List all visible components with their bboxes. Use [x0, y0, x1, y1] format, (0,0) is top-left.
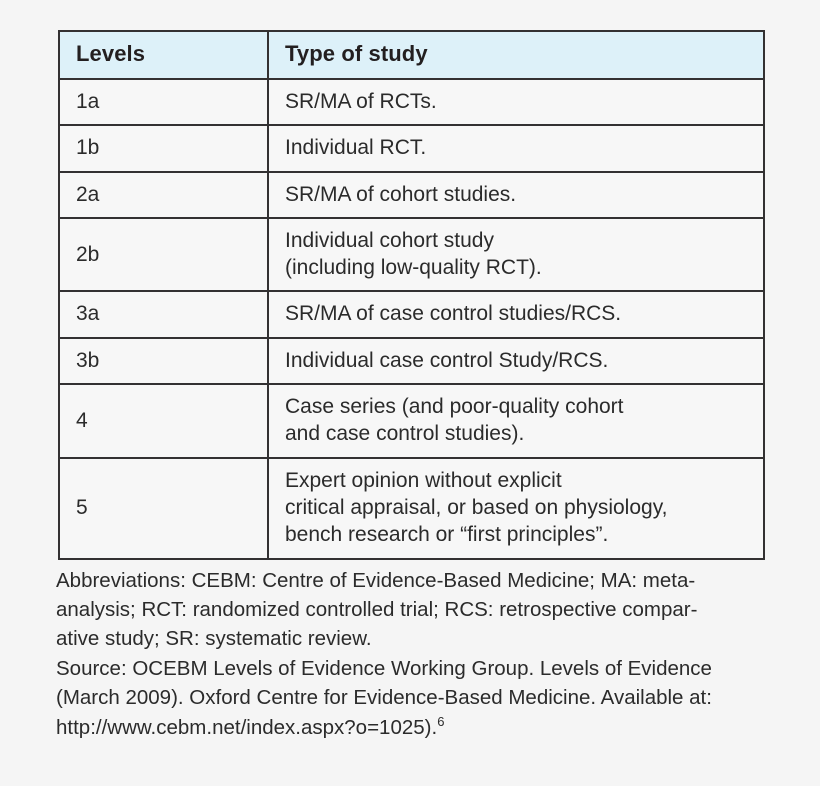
table-header: [59, 31, 764, 79]
table-row: [59, 79, 764, 125]
levels-of-evidence-table: [58, 30, 765, 560]
cell-type-of-study: [268, 384, 764, 458]
note-text-line-with-reference: [56, 713, 772, 742]
note-text-line: ative study; SR: systematic review.: [56, 627, 372, 651]
table-row: [59, 338, 764, 384]
table-row: [59, 125, 764, 171]
cell-type-of-study: [268, 458, 764, 559]
footnotes: [56, 566, 772, 742]
cell-text-line: (including low-quality RCT).: [285, 256, 542, 280]
cell-level: 1b: [59, 125, 268, 171]
cell-level: 4: [59, 384, 268, 458]
column-header-type-of-study: Type of study: [268, 31, 764, 79]
table-row: [59, 172, 764, 218]
table-row: [59, 291, 764, 337]
note-text-line: (March 2009). Oxford Centre for Evidence-Based Medicine. Available at:: [56, 686, 712, 710]
abbreviations-note: [56, 566, 772, 653]
cell-level: 2a: [59, 172, 268, 218]
cell-type-of-study: [268, 125, 764, 171]
reference-marker: 6: [437, 713, 445, 729]
cell-text-line: Individual case control Study/RCS.: [285, 348, 609, 372]
cell-type-of-study: [268, 218, 764, 292]
cell-text-line: bench research or “first principles”.: [285, 523, 609, 547]
cell-level: 1a: [59, 79, 268, 125]
note-text-line: Abbreviations: CEBM: Centre of Evidence-Based Medicine; MA: meta-: [56, 569, 696, 592]
cell-text-line: critical appraisal, or based on physiology,: [285, 495, 668, 519]
table-header-row: [59, 31, 764, 79]
cell-text-line: SR/MA of case control studies/RCS.: [285, 302, 622, 326]
column-header-levels: Levels: [59, 31, 268, 79]
cell-type-of-study: [268, 172, 764, 218]
note-text-line: analysis; RCT: randomized controlled trial; RCS: retrospective compar-: [56, 598, 698, 622]
cell-type-of-study: [268, 291, 764, 337]
cell-level: 5: [59, 458, 268, 559]
table-row: [59, 384, 764, 458]
cell-text-line: SR/MA of cohort studies.: [285, 182, 517, 206]
cell-text-line: Individual RCT.: [285, 136, 427, 160]
note-text-line: Source: OCEBM Levels of Evidence Working Group. Levels of Evidence: [56, 657, 712, 681]
cell-type-of-study: [268, 338, 764, 384]
source-url-text: http://www.cebm.net/index.aspx?o=1025).: [56, 715, 438, 739]
cell-text-line: Individual cohort study: [285, 228, 494, 252]
table-row: [59, 458, 764, 559]
source-note: [56, 654, 772, 741]
cell-level: 3a: [59, 291, 268, 337]
cell-type-of-study: [268, 79, 764, 125]
table-body: [59, 79, 764, 559]
cell-text-line: and case control studies).: [285, 422, 525, 446]
cell-level: 2b: [59, 218, 268, 292]
table-row: [59, 218, 764, 292]
cell-text-line: SR/MA of RCTs.: [285, 90, 437, 113]
cell-level: 3b: [59, 338, 268, 384]
cell-text-line: Case series (and poor-quality cohort: [285, 395, 624, 419]
cell-text-line: Expert opinion without explicit: [285, 468, 562, 492]
